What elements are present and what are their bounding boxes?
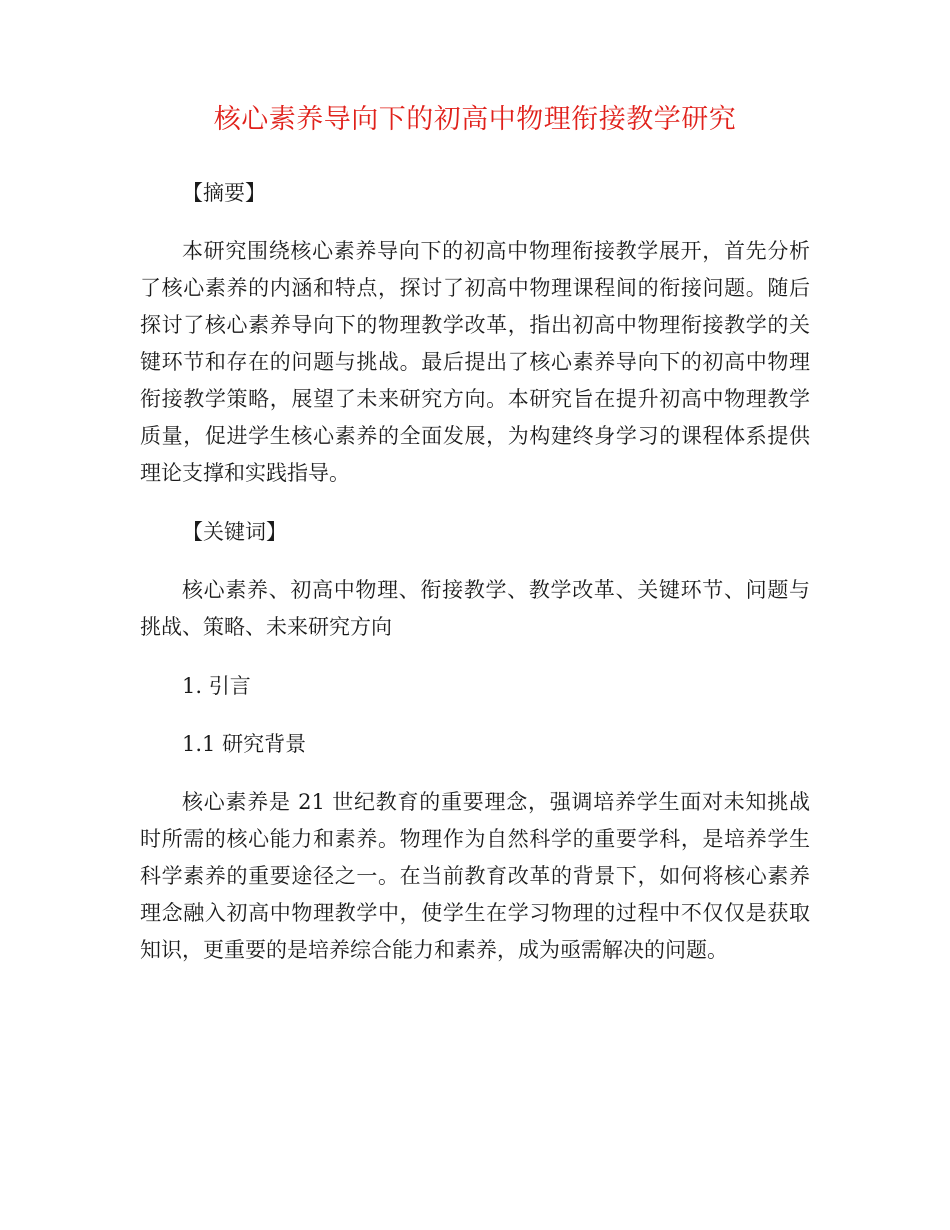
abstract-heading: 【摘要】 [182,181,266,205]
keywords-paragraph: 核心素养、初高中物理、衔接教学、教学改革、关键环节、问题与挑战、策略、未来研究方向 [140,578,810,639]
document-body [140,175,810,969]
subsection-heading-background: 1.1 研究背景 [182,732,307,756]
document-title: 核心素养导向下的初高中物理衔接教学研究 [213,104,737,135]
keywords-heading: 【关键词】 [182,520,287,544]
section-heading-intro: 1. 引言 [182,674,251,698]
abstract-paragraph: 本研究围绕核心素养导向下的初高中物理衔接教学展开，首先分析了核心素养的内涵和特点，探讨了初高中物理课程间的衔接问题。随后探讨了核心素养导向下的物理教学改革，指出初高中物理衔接教学的关键环节和存在的问题与挑战。最后提出了核心素养导向下的初高中物理衔接教学策略，展望了未来研究方向。本研究旨在提升初高中物理教学质量，促进学生核心素养的全面发展，为构建终身学习的课程体系提供理论支撑和实践指导。 [140,239,810,485]
background-paragraph: 核心素养是 21 世纪教育的重要理念，强调培养学生面对未知挑战时所需的核心能力和素养。物理作为自然科学的重要学科，是培养学生科学素养的重要途径之一。在当前教育改革的背景下，如何将核心素养理念融入初高中物理教学中，使学生在学习物理的过程中不仅仅是获取知识，更重要的是培养综合能力和素养，成为亟需解决的问题。 [140,790,810,962]
